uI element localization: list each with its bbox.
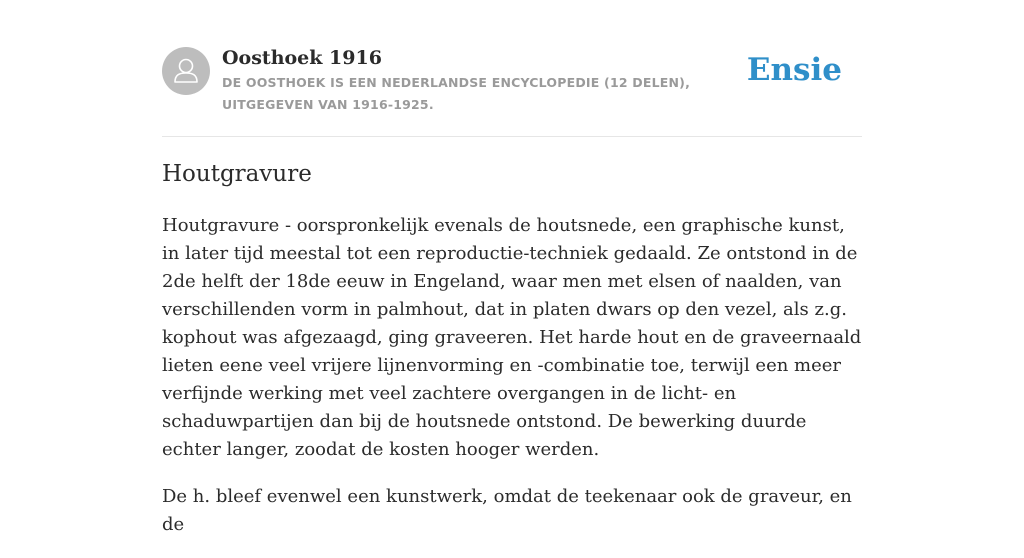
page [162,0,862,535]
source-info [222,46,762,116]
brand-logo[interactable]: Ensie [746,52,842,88]
article-title: Houtgravure [162,161,312,187]
user-icon [162,47,210,95]
article-paragraph: Houtgravure - oorspronkelijk evenals de houtsnede, een graphische kunst, in later tijd meestal tot een reproductie-techniek gedaald. Ze ontstond in de 2de helft der 18de eeuw in Engeland, waar men met elsen of naalden, van verschillenden vorm in palmhout, dat in platen dwars op den vezel, als z.g. kophout was afgezaagd, ging graveeren. Het harde hout en de graveernaald lieten eene veel vrijere lijnenvorming en -combinatie toe, terwijl een meer verfijnde werking met veel zachtere overgangen in de licht- en schaduwpartijen dan bij de houtsnede ontstond. De bewerking duurde echter langer, zoodat de kosten hooger werden. [162,215,862,460]
source-description: DE OOSTHOEK IS EEN NEDERLANDSE ENCYCLOPEDIE (12 DELEN), UITGEGEVEN VAN 1916-1925. [222,75,691,112]
article-body [162,212,862,558]
source-header [162,46,862,137]
source-avatar[interactable] [162,47,210,95]
article-paragraph: De h. bleef evenwel een kunstwerk, omdat de teekenaar ook de graveur, en de [162,486,852,535]
source-title[interactable]: Oosthoek 1916 [222,47,382,69]
